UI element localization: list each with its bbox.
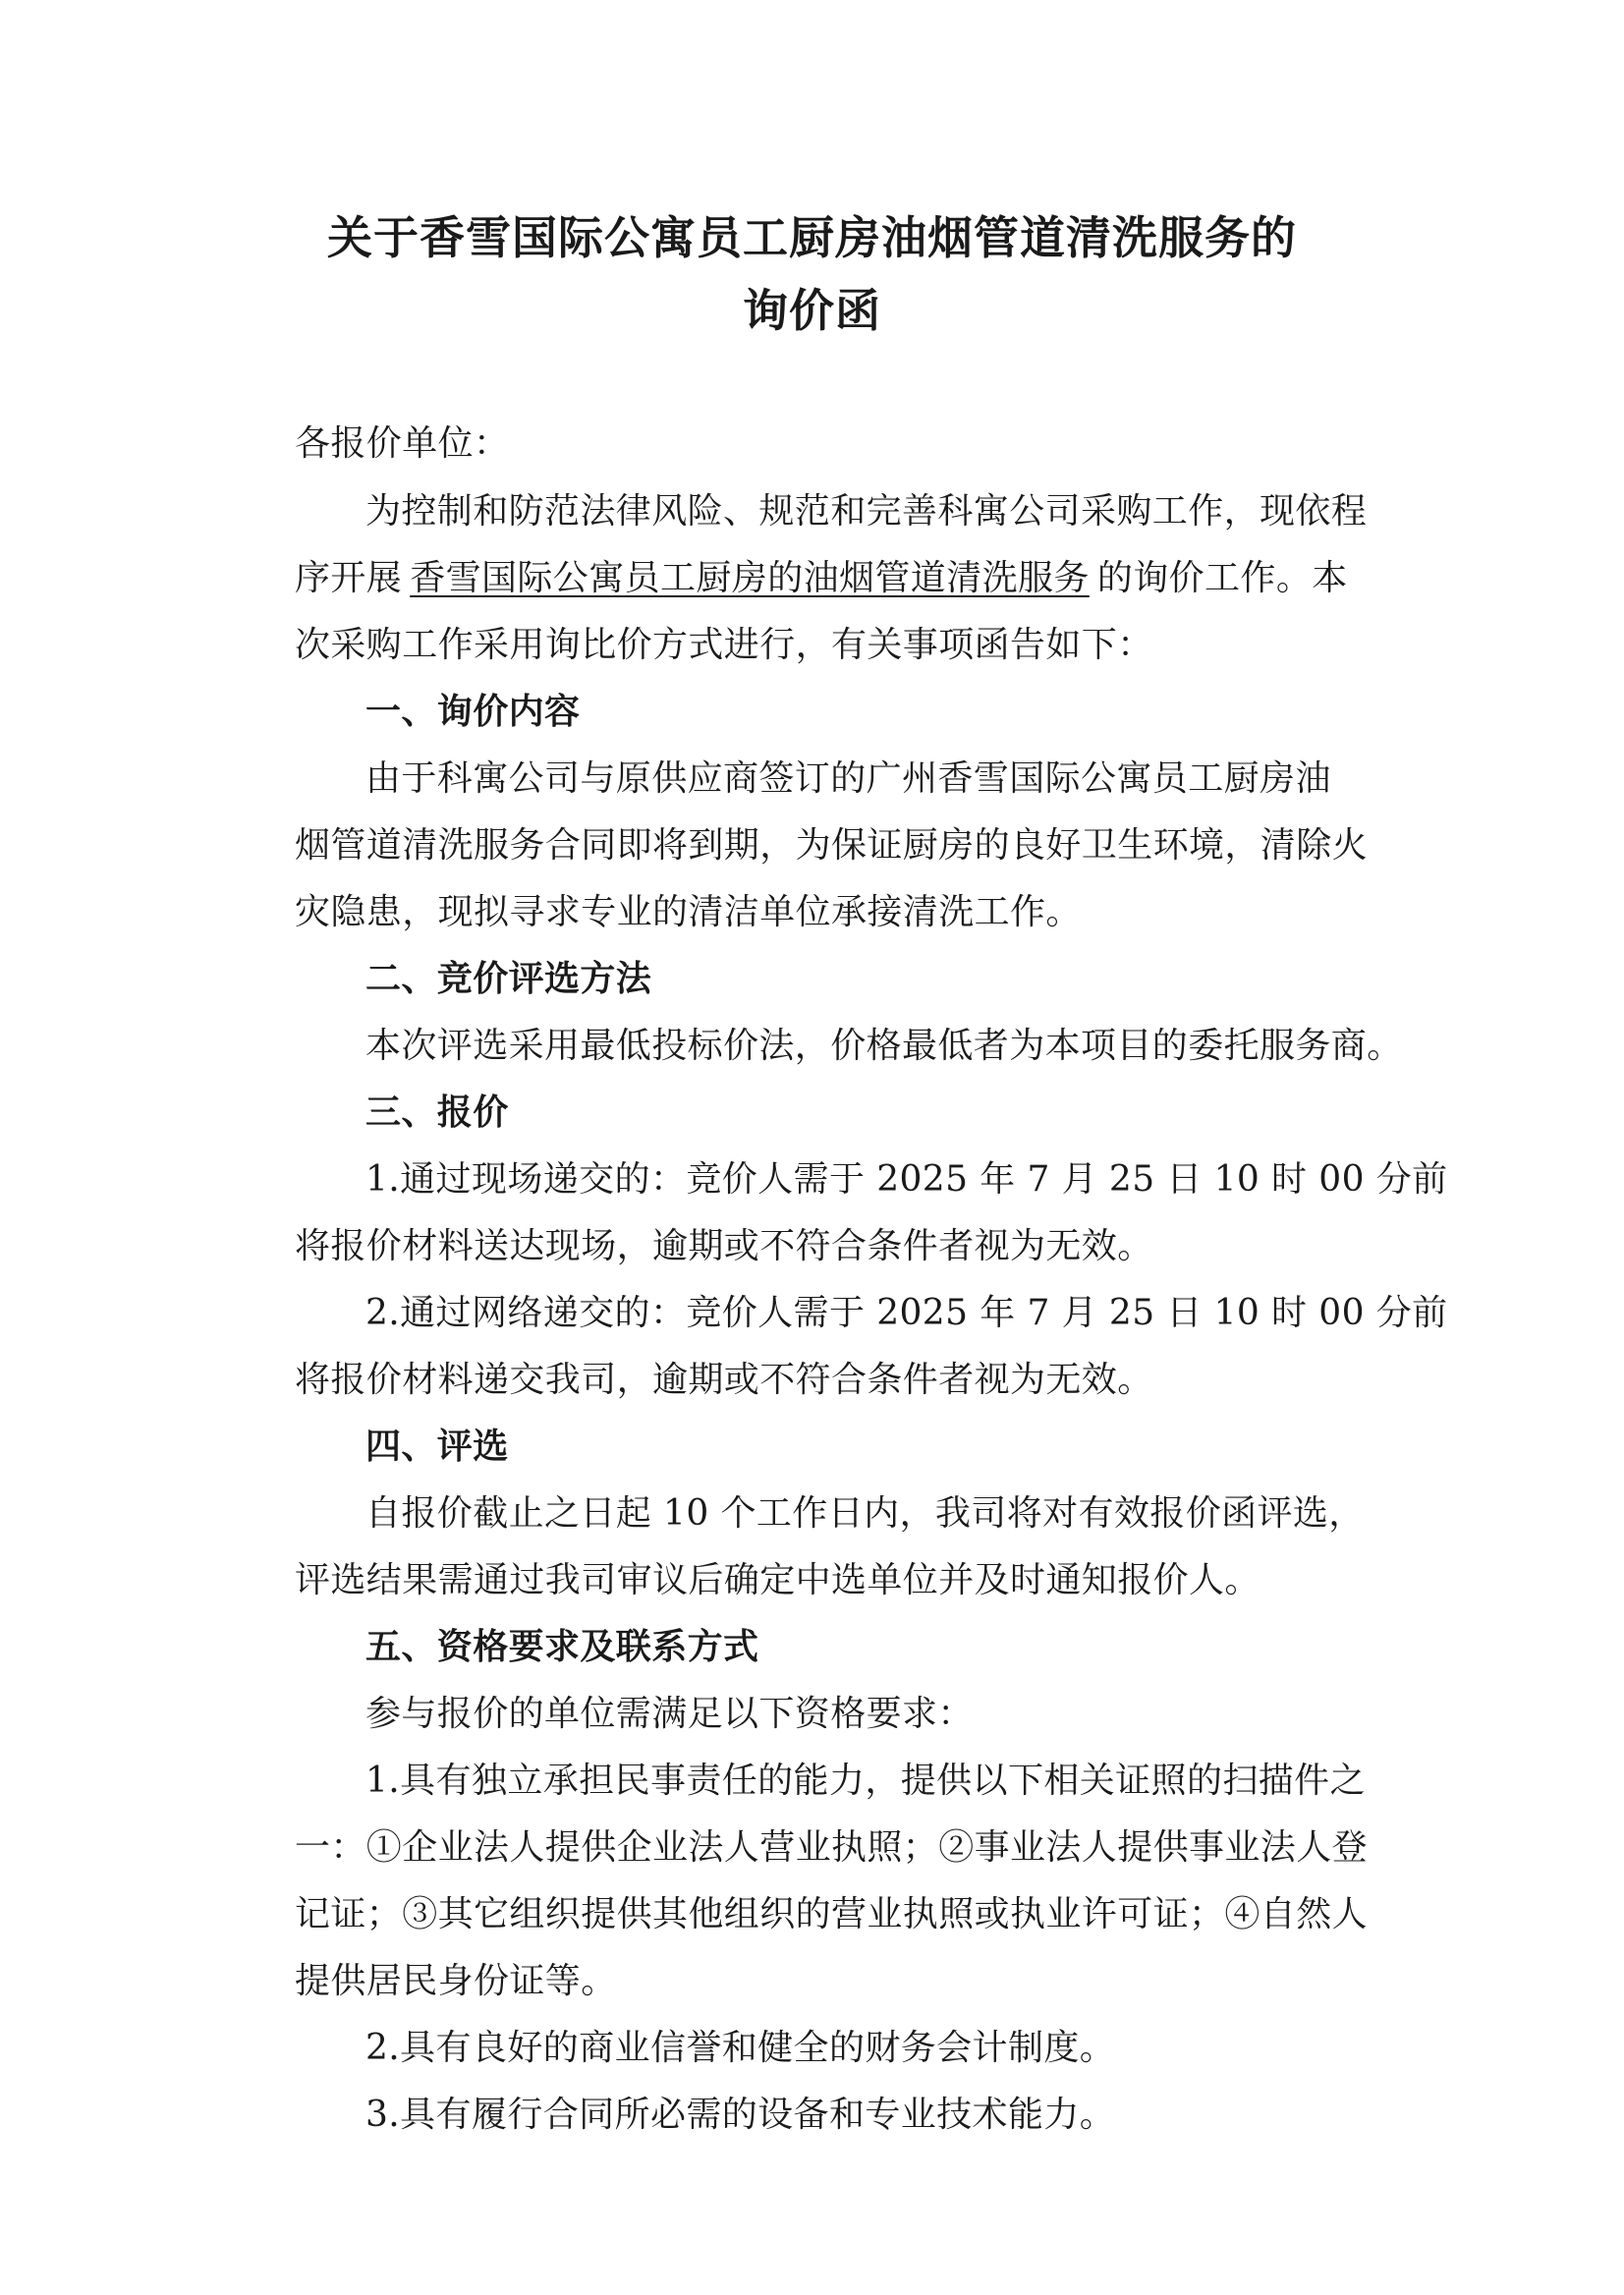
intro-line-2-prefix: 序开展 — [295, 558, 403, 598]
document-title-line-2: 询价函 — [743, 284, 881, 337]
section-5-item-1-line-3: 记证；③其它组织提供其他组织的营业执照或执业许可证；④自然人 — [295, 1894, 1369, 1934]
section-3-item-1-line-1: 1.通过现场递交的：竞价人需于 2025 年 7 月 25 日 10 时 00 分前 — [365, 1159, 1448, 1200]
section-5-item-2: 2.具有良好的商业信誉和健全的财务会计制度。 — [365, 2028, 1116, 2068]
intro-line-3: 次采购工作采用询比价方式进行，有关事项函告如下： — [295, 625, 1153, 665]
section-2-line-1: 本次评选采用最低投标价法，价格最低者为本项目的委托服务商。 — [365, 1026, 1403, 1066]
section-1-line-2: 烟管道清洗服务合同即将到期，为保证厨房的良好卫生环境，清除火 — [295, 825, 1369, 866]
section-3-heading: 三、报价 — [365, 1092, 509, 1133]
section-5-line-1: 参与报价的单位需满足以下资格要求： — [365, 1694, 974, 1734]
section-3-item-1-line-2: 将报价材料送达现场，逾期或不符合条件者视为无效。 — [295, 1226, 1153, 1266]
section-3-item-2-line-2: 将报价材料递交我司，逾期或不符合条件者视为无效。 — [295, 1360, 1153, 1400]
intro-line-1: 为控制和防范法律风险、规范和完善科寓公司采购工作，现依程 — [365, 491, 1368, 532]
section-1-line-1: 由于科寓公司与原供应商签订的广州香雪国际公寓员工厨房油 — [365, 758, 1331, 799]
section-1-heading: 一、询价内容 — [365, 692, 581, 732]
project-name-field: 香雪国际公寓员工厨房的油烟管道清洗服务 — [410, 558, 1090, 598]
section-5-item-1-line-2: 一：①企业法人提供企业法人营业执照；②事业法人提供事业法人登 — [295, 1827, 1369, 1868]
section-5-item-3: 3.具有履行合同所必需的设备和专业技术能力。 — [365, 2095, 1116, 2135]
salutation: 各报价单位： — [295, 423, 510, 464]
section-5-item-1-line-4: 提供居民身份证等。 — [295, 1961, 617, 2001]
section-5-heading: 五、资格要求及联系方式 — [365, 1627, 759, 1667]
section-5-item-1-line-1: 1.具有独立承担民事责任的能力，提供以下相关证照的扫描件之 — [365, 1761, 1366, 1801]
section-4-line-2: 评选结果需通过我司审议后确定中选单位并及时通知报价人。 — [295, 1560, 1260, 1600]
section-1-line-3: 灾隐患，现拟寻求专业的清洁单位承接清洗工作。 — [295, 892, 1082, 932]
document-title-line-1: 关于香雪国际公寓员工厨房油烟管道清洗服务的 — [327, 211, 1297, 264]
section-2-heading: 二、竞价评选方法 — [365, 959, 652, 999]
intro-line-2 — [295, 555, 1348, 602]
section-4-heading: 四、评选 — [365, 1427, 509, 1467]
section-3-item-2-line-1: 2.通过网络递交的：竞价人需于 2025 年 7 月 25 日 10 时 00 分前 — [365, 1293, 1448, 1333]
section-4-line-1: 自报价截止之日起 10 个工作日内，我司将对有效报价函评选， — [365, 1493, 1365, 1534]
intro-line-2-suffix: 的询价工作。本 — [1096, 558, 1348, 598]
